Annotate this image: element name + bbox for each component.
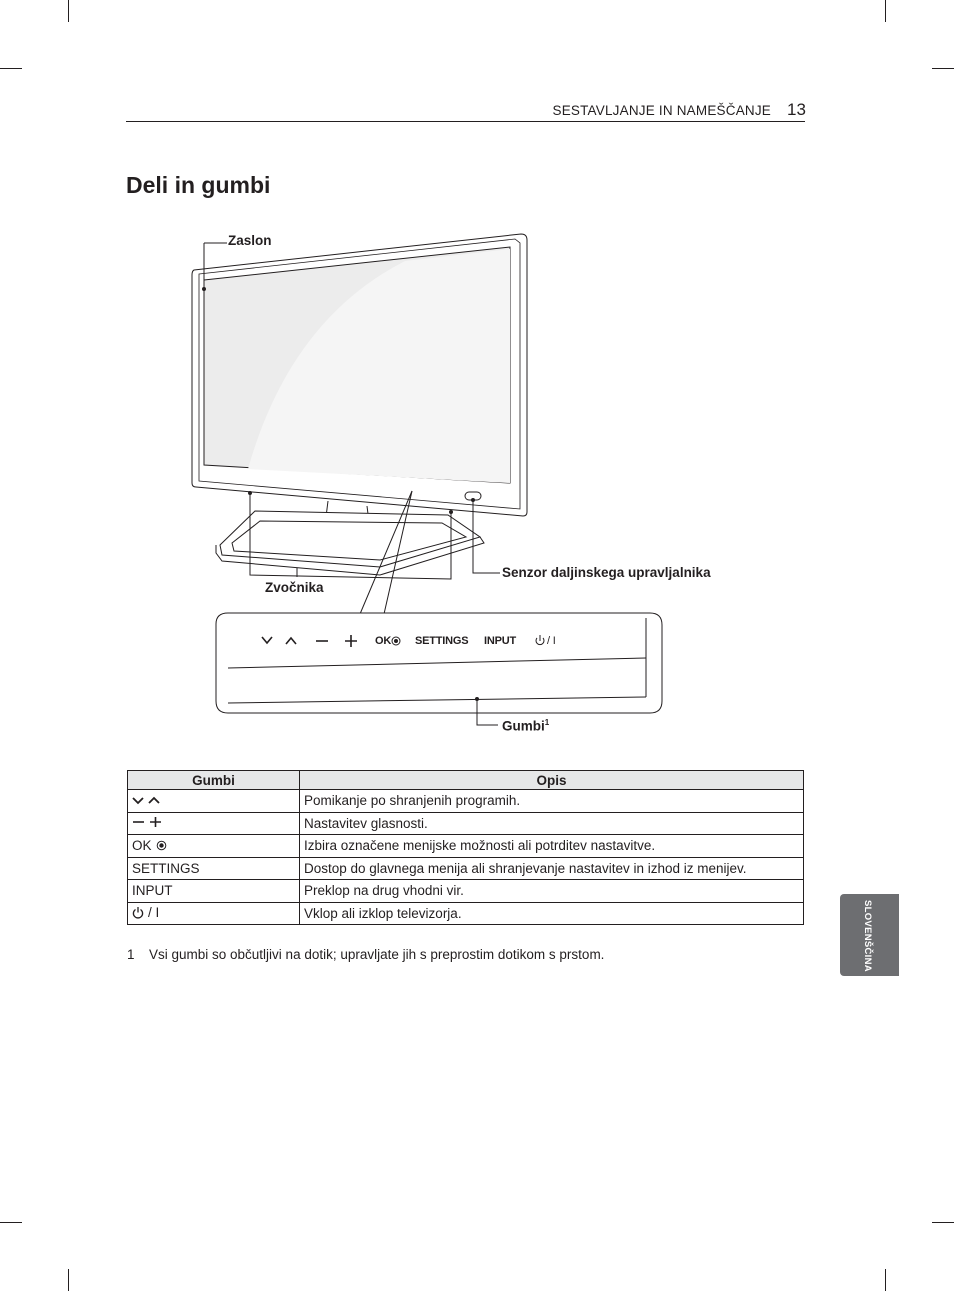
label-buttons: Gumbi$^1$ <box>502 718 550 734</box>
header-rule <box>126 121 805 122</box>
crop-mark <box>0 1222 22 1223</box>
table-header-row <box>128 771 804 790</box>
table-row <box>128 880 804 903</box>
tv-diagram <box>180 225 740 745</box>
button-cell: INPUT <box>128 880 300 903</box>
footnote <box>127 947 604 962</box>
button-cell <box>128 812 300 835</box>
description-cell: Nastavitev glasnosti. <box>300 812 804 835</box>
column-header-description: Opis <box>300 771 804 790</box>
page-title: Deli in gumbi <box>126 172 271 198</box>
button-cell <box>128 902 300 925</box>
button-cell: SETTINGS <box>128 857 300 880</box>
description-cell: Vklop ali izklop televizorja. <box>300 902 804 925</box>
footnote-text: Vsi gumbi so občutljivi na dotik; upravljate jih s preprostim dotikom s prstom. <box>149 947 605 962</box>
label-speakers: Zvočnika <box>265 580 324 595</box>
panel-settings-label: SETTINGS <box>415 635 469 647</box>
crop-mark <box>68 0 69 22</box>
crop-mark <box>0 68 22 69</box>
crop-mark <box>932 68 954 69</box>
language-tab <box>840 894 899 976</box>
footnote-number: 1 <box>127 947 135 962</box>
power-icon <box>132 906 144 919</box>
plus-icon <box>149 816 162 828</box>
chevron-down-icon <box>132 795 144 805</box>
language-tab-label: SLOVENŠČINA <box>862 900 873 972</box>
description-cell: Izbira označene menijske možnosti ali potrditev nastavitve. <box>300 835 804 858</box>
crop-mark <box>932 1222 954 1223</box>
panel-ok-label: OK <box>375 635 392 647</box>
ok-dot-icon <box>156 840 167 851</box>
table-row <box>128 835 804 858</box>
button-cell <box>128 790 300 813</box>
panel-input-label: INPUT <box>484 635 517 647</box>
label-remote-sensor: Senzor daljinskega upravljalnika <box>502 565 711 580</box>
table-row <box>128 790 804 813</box>
crop-mark <box>885 1269 886 1291</box>
tv-illustration <box>180 225 740 745</box>
panel-power-label: / I <box>547 635 556 647</box>
minus-icon <box>132 816 145 828</box>
description-cell: Pomikanje po shranjenih programih. <box>300 790 804 813</box>
table-row <box>128 902 804 925</box>
crop-mark <box>885 0 886 22</box>
button-label: OK <box>132 838 152 854</box>
column-header-buttons: Gumbi <box>128 771 300 790</box>
description-cell: Preklop na drug vhodni vir. <box>300 880 804 903</box>
description-cell: Dostop do glavnega menija ali shranjevanje nastavitev in izhod iz menijev. <box>300 857 804 880</box>
label-screen: Zaslon <box>228 233 272 248</box>
buttons-table <box>127 770 804 925</box>
button-cell <box>128 835 300 858</box>
crop-mark <box>68 1269 69 1291</box>
running-header: SESTAVLJANJE IN NAMEŠČANJE <box>552 103 771 118</box>
button-label: / I <box>148 904 160 920</box>
chevron-up-icon <box>148 795 160 805</box>
page-number: 13 <box>787 100 806 119</box>
table-row <box>128 812 804 835</box>
table-row <box>128 857 804 880</box>
